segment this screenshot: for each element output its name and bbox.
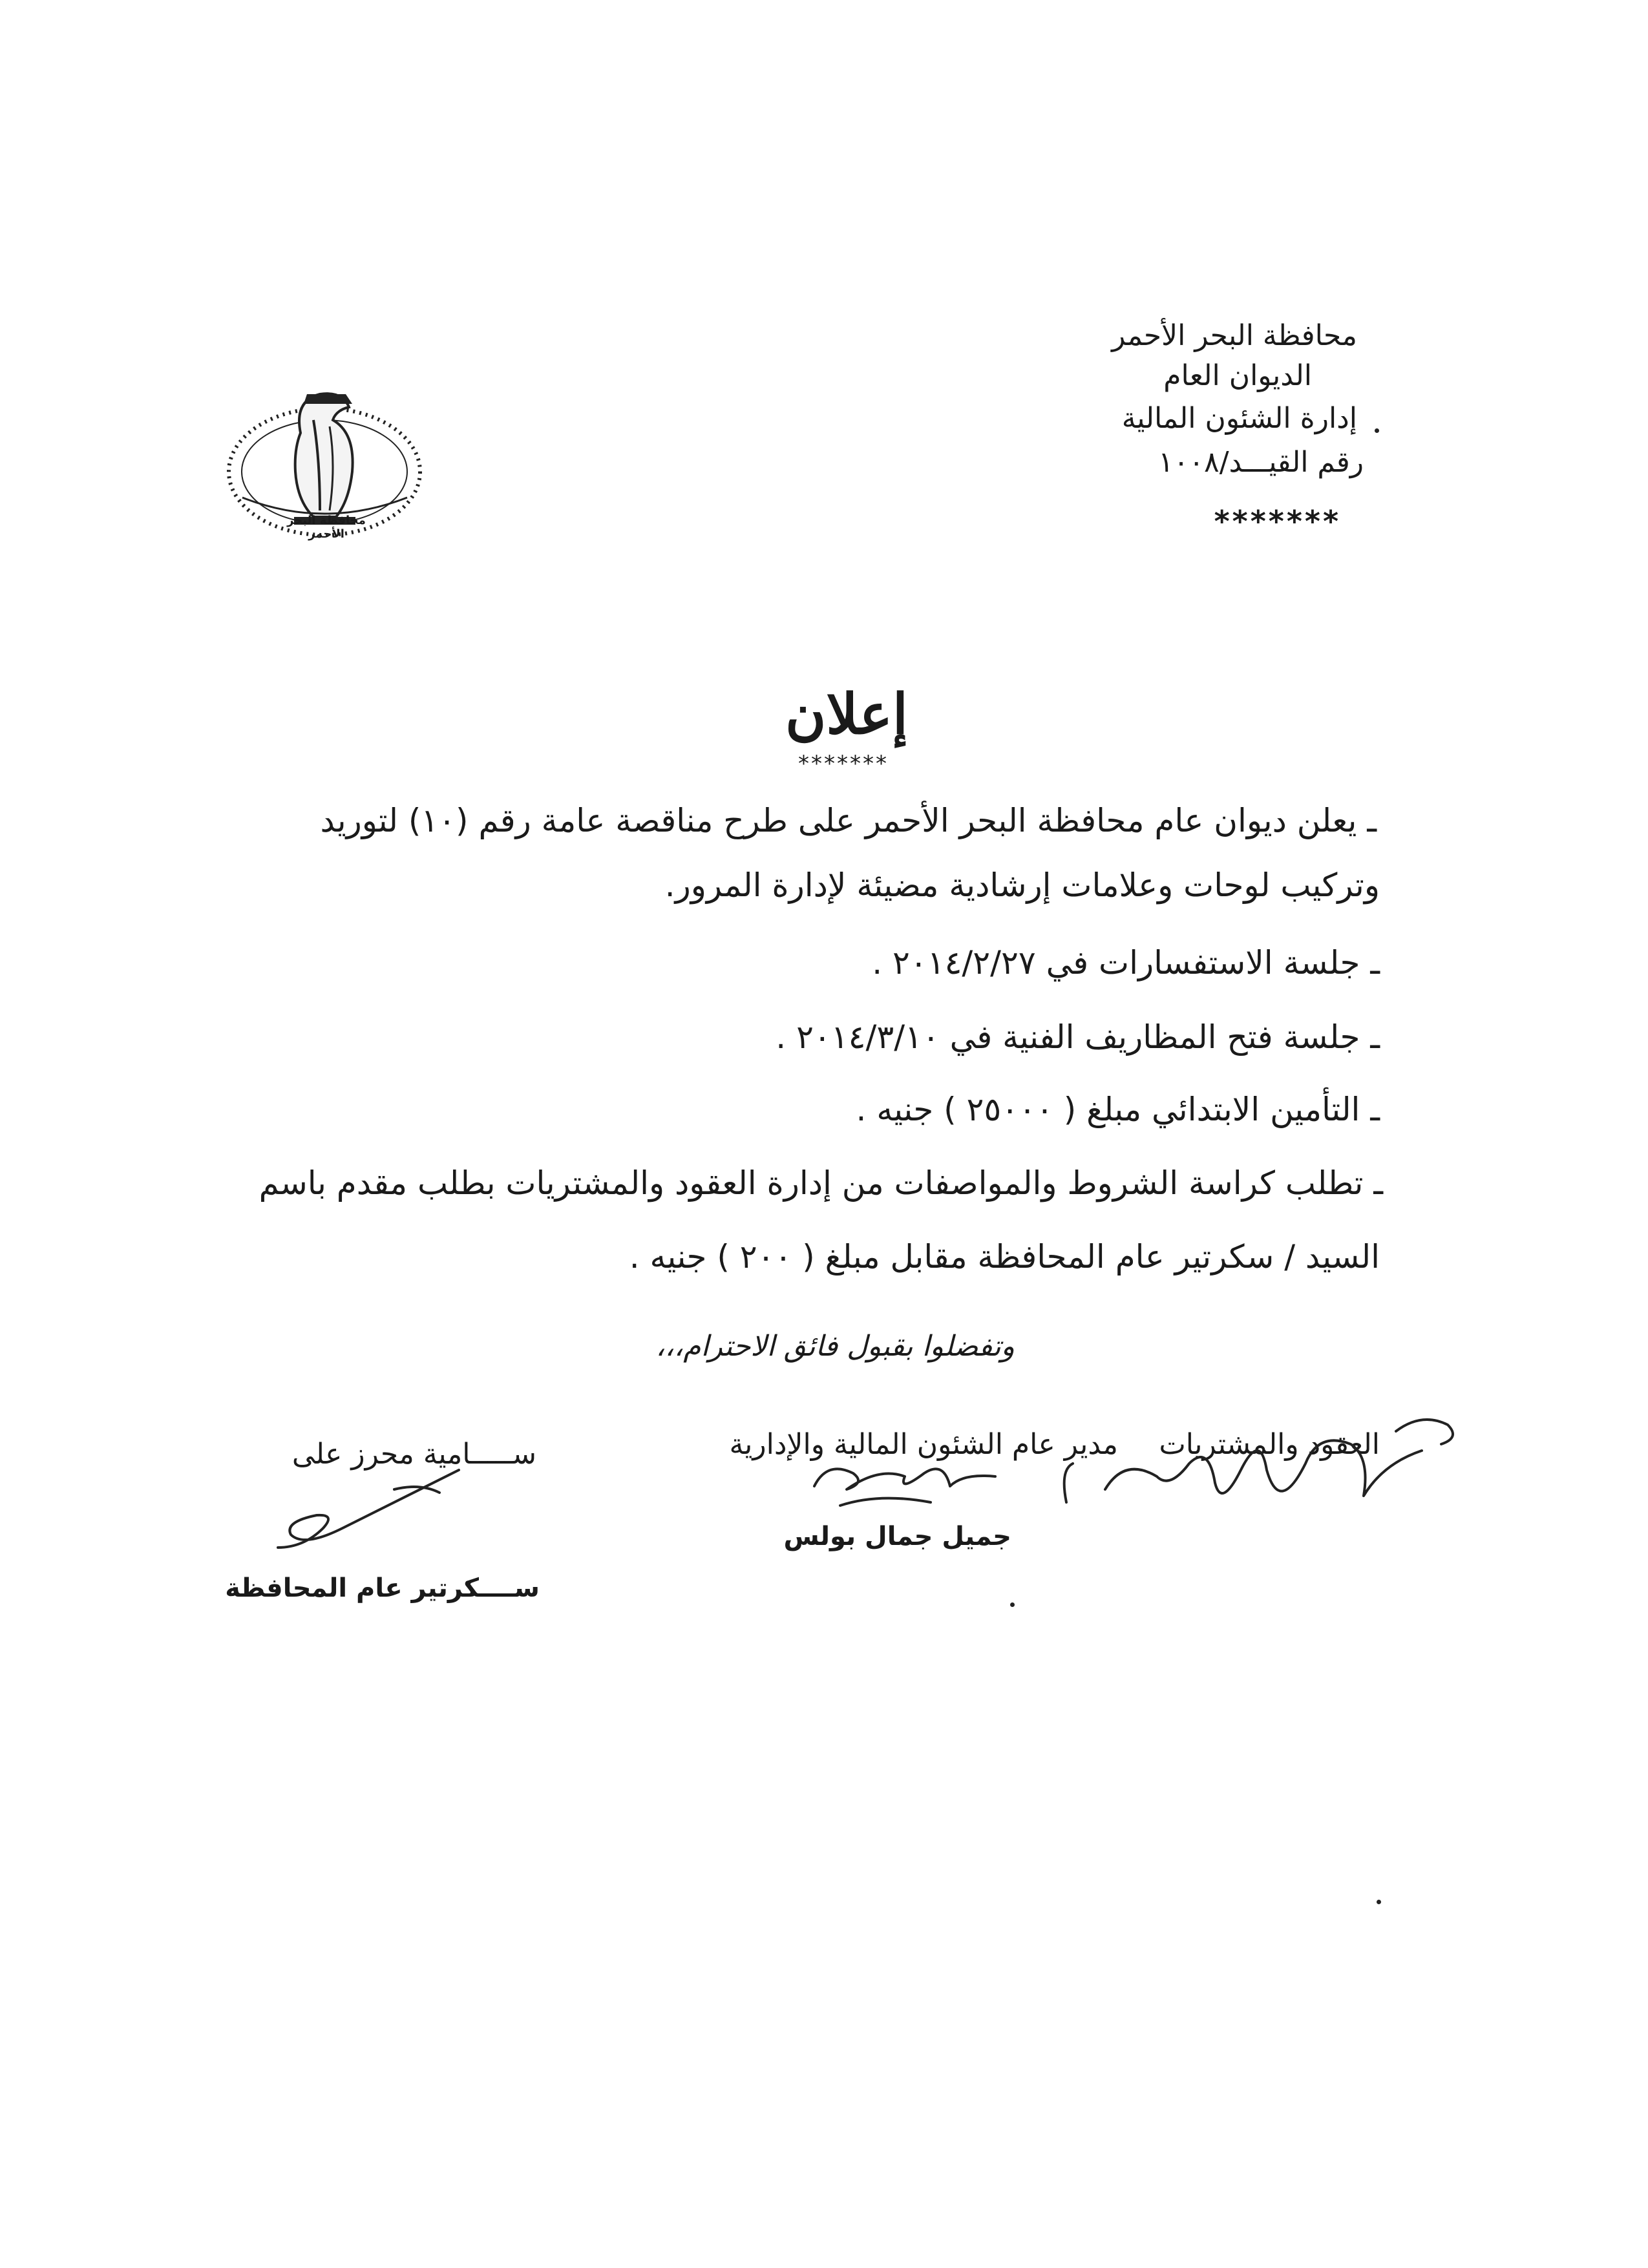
header-stars: *******: [1214, 504, 1341, 539]
director-signature: [801, 1447, 1021, 1518]
closing-phrase: وتفضلوا بقبول فائق الاحترام،،،: [655, 1330, 1015, 1363]
body-line-4: ـ جلسة فتح المظاريف الفنية في ٢٠١٤/٣/١٠ .: [776, 1018, 1380, 1056]
secretary-name: ســـــامية محرز على: [291, 1438, 536, 1471]
director-name: جميل جمال بولس: [783, 1522, 1011, 1551]
registry-number: رقم القيـــد/١٠٠٨: [1158, 446, 1364, 479]
governorate-seal-logo: [223, 381, 427, 546]
secretary-signature: [265, 1464, 472, 1560]
contracts-signature: [1060, 1405, 1474, 1548]
body-line-5: ـ التأمين الابتدائي مبلغ ( ٢٥٠٠٠ ) جنيه .: [856, 1091, 1380, 1128]
secretary-title: ســــكرتير عام المحافظة: [225, 1573, 540, 1603]
seal-caption: محافظة البحر الأحمر: [287, 514, 366, 541]
body-line-2: وتركيب لوحات وعلامات إرشادية مضيئة لإدارة المرور.: [664, 866, 1380, 904]
scan-dot: [1377, 1900, 1381, 1904]
stray-dot: [1375, 428, 1379, 433]
title-stars: *******: [798, 751, 889, 777]
scan-dot: [1010, 1602, 1015, 1607]
body-line-7: السيد / سكرتير عام المحافظة مقابل مبلغ ( ٢٠٠ ) جنيه .: [629, 1238, 1380, 1276]
governorate-name: محافظة البحر الأحمر: [1112, 319, 1357, 352]
contracts-label: العقود والمشتريات: [1159, 1428, 1380, 1461]
announcement-title: إعلان: [785, 682, 908, 747]
director-label: مدير عام الشئون المالية والإدارية: [729, 1428, 1118, 1461]
body-line-1: ـ يعلن ديوان عام محافظة البحر الأحمر على طرح مناقصة عامة رقم (١٠) لتوريد: [320, 802, 1377, 839]
body-line-3: ـ جلسة الاستفسارات في ٢٠١٤/٢/٢٧ .: [872, 944, 1380, 982]
office-name: الديوان العام: [1163, 359, 1312, 392]
department-name: إدارة الشئون المالية: [1121, 402, 1357, 435]
body-line-6: ـ تطلب كراسة الشروط والمواصفات من إدارة العقود والمشتريات بطلب مقدم باسم: [259, 1164, 1383, 1202]
